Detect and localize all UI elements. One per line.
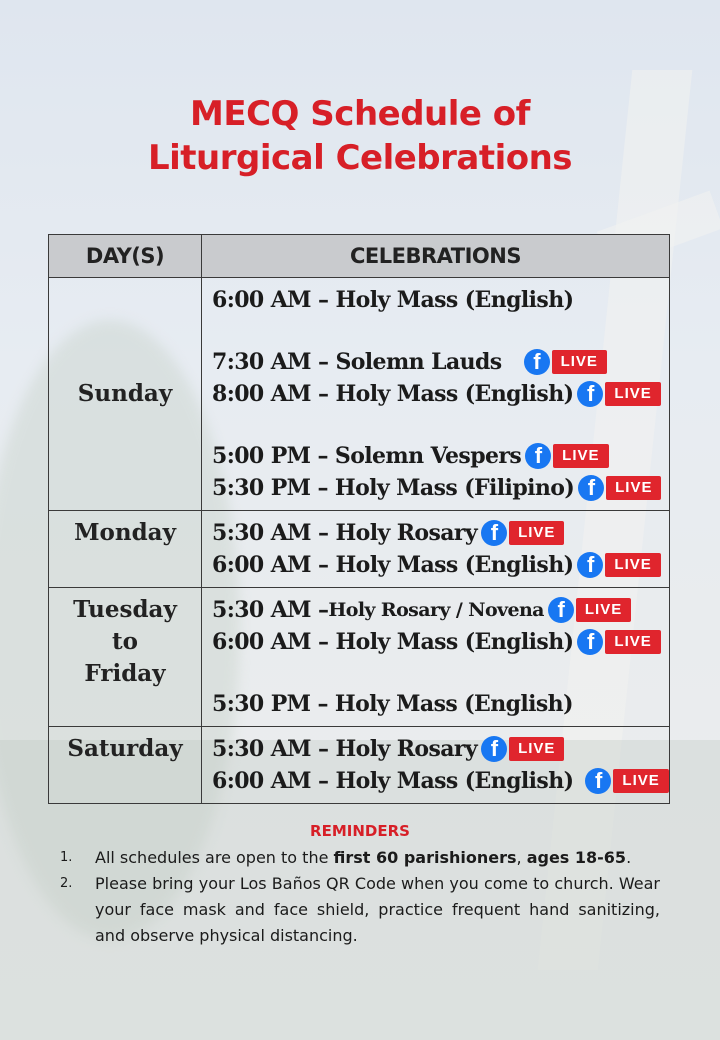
celebration-item: 6:00 AM – Holy Mass (English) f LIVE [212,626,669,658]
header-days: DAY(S) [49,235,202,278]
day-line: Tuesday [73,596,177,623]
facebook-icon[interactable]: f [578,475,604,501]
table-header-row [49,235,670,278]
facebook-icon[interactable]: f [525,443,551,469]
live-badge[interactable]: LIVE [509,521,564,545]
facebook-icon[interactable]: f [577,629,603,655]
celebrations-monday [202,511,670,588]
day-line: to [112,628,138,655]
celebration-item: 6:00 AM – Holy Mass (English) f LIVE [212,765,669,797]
live-badge[interactable]: LIVE [605,630,660,654]
reminders-title: REMINDERS [310,822,410,840]
table-row-monday [49,511,670,588]
celebration-item: 5:30 AM – Holy Rosary / Novena f LIVE [212,594,669,626]
day-sunday: Sunday [49,278,202,511]
celebration-item: 6:00 AM – Holy Mass (English) [212,287,574,313]
celebrations-saturday [202,727,670,804]
page-title [0,92,720,180]
celebration-item: 6:00 AM – Holy Mass (English) f LIVE [212,549,669,581]
reminders-list [60,845,660,949]
celebrations-tuesday-friday [202,588,670,727]
day-saturday: Saturday [49,727,202,804]
header-celebrations: CELEBRATIONS [202,235,670,278]
schedule-table [48,234,670,804]
facebook-icon[interactable]: f [577,381,603,407]
facebook-icon[interactable]: f [585,768,611,794]
title-line-2: Liturgical Celebrations [147,138,573,178]
list-item: 1. All schedules are open to the first 60 parishioners, ages 18-65. [60,845,660,871]
live-badge[interactable]: LIVE [613,769,668,793]
table-row-sunday [49,278,670,511]
day-tuesday-to-friday [49,588,202,727]
facebook-icon[interactable]: f [481,736,507,762]
celebration-item: 5:30 PM – Holy Mass (Filipino) f LIVE [212,472,669,504]
facebook-icon[interactable]: f [577,552,603,578]
celebration-item: 8:00 AM – Holy Mass (English) f LIVE [212,378,669,410]
live-badge[interactable]: LIVE [605,553,660,577]
celebration-item: 5:30 AM – Holy Rosary f LIVE [212,517,669,549]
live-badge[interactable]: LIVE [509,737,564,761]
celebration-item: 7:30 AM – Solemn Lauds f LIVE [212,346,669,378]
celebration-item: 5:30 PM – Holy Mass (English) [212,691,573,717]
live-badge[interactable]: LIVE [553,444,608,468]
live-badge[interactable]: LIVE [576,598,631,622]
celebrations-sunday [202,278,670,511]
table-row-saturday [49,727,670,804]
list-item: 2. Please bring your Los Baños QR Code when you come to church. Wear your face mask and face shield, practice frequent hand sanitizing, and observe physical distancing. [60,871,660,949]
list-number: 1. [60,850,73,865]
facebook-icon[interactable]: f [524,349,550,375]
list-number: 2. [60,876,73,891]
day-monday: Monday [49,511,202,588]
day-line: Friday [84,660,166,687]
live-badge[interactable]: LIVE [605,382,660,406]
celebration-item: 5:00 PM – Solemn Vespers f LIVE [212,440,669,472]
facebook-icon[interactable]: f [548,597,574,623]
facebook-icon[interactable]: f [481,520,507,546]
live-badge[interactable]: LIVE [552,350,607,374]
live-badge[interactable]: LIVE [606,476,661,500]
celebration-item: 5:30 AM – Holy Rosary f LIVE [212,733,669,765]
table-row-tuesday-friday [49,588,670,727]
title-line-1: MECQ Schedule of [190,94,530,134]
